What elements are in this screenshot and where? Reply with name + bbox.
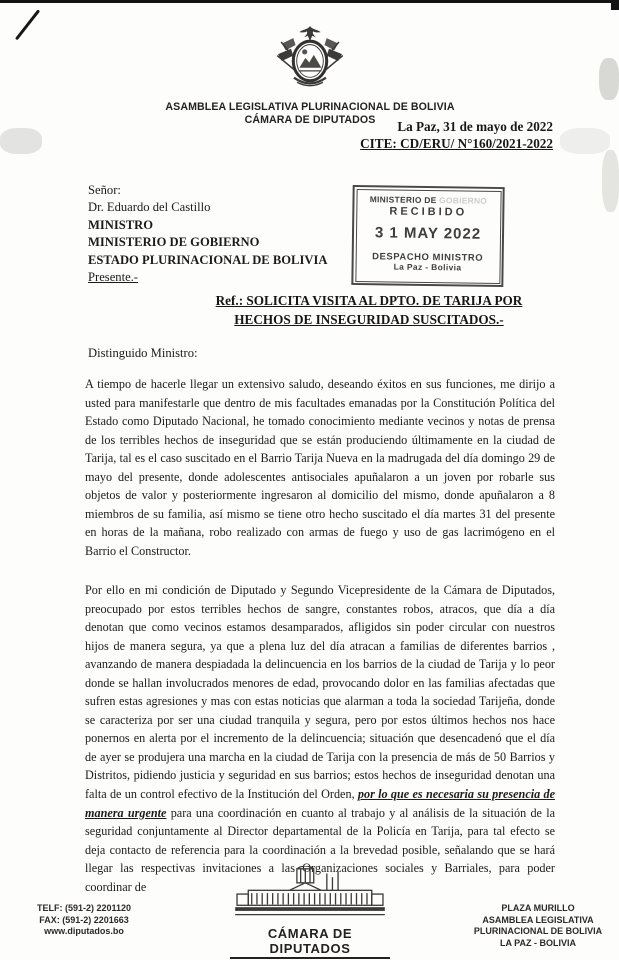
place-and-date: La Paz, 31 de mayo de 2022: [397, 119, 553, 134]
footer-address-line: LA PAZ - BOLIVIA: [500, 937, 576, 948]
handwritten-check-mark: [15, 9, 40, 40]
scan-smudge: [0, 128, 42, 154]
footer-address-block: [462, 903, 614, 949]
reference-subject: [180, 292, 558, 329]
addressee-title: MINISTRO: [88, 217, 154, 232]
addressee-name: Dr. Eduardo del Castillo: [88, 200, 211, 215]
greeting: Distinguido Ministro:: [88, 346, 198, 360]
body-paragraph-2: [85, 581, 555, 896]
stamp-ministry-line: MINISTERIO DE GOBIERNO: [369, 193, 488, 206]
scan-edge-artifact: [0, 0, 619, 3]
addressee-salutation: Señor:: [88, 183, 121, 197]
addressee-state: ESTADO PLURINACIONAL DE BOLIVIA: [88, 252, 328, 267]
footer-address-line: PLAZA MURILLO: [501, 903, 575, 913]
scan-smudge: [560, 128, 610, 154]
scan-edge-artifact: [611, 0, 619, 10]
org-name-line1: ASAMBLEA LEGISLATIVA PLURINACIONAL DE BOLIVIA: [165, 101, 455, 113]
addressee-present: Presente.-: [88, 270, 139, 285]
body-paragraph-1: A tiempo de hacerle llegar un extensivo saludo, deseando éxitos en sus funciones, me dirijo a usted para manifestarle que dentro de mis facultades emanadas por la Constitución Política del Estado como Diputado Nacional, he tomado conocimiento mediante vecinos y notas de prensa de los terribles hechos de inseguridad que se están produciendo últimamente en la ciudad de Tarija, tal es el caso suscitado en el Barrio Tarija Nueva en la madrugada del día domingo 29 de mayo del presente, donde adolescentes antisociales apuñalaron a un joven por robarle sus objetos de valor y posteriormente ingresaron al domicilio del mismo, donde apuñalaron a 8 miembros de su familia, así mismo se tiene otro hecho suscitado el día martes 31 del presente en horas de la mañana, robo realizado con armas de fuego y uso de gas lacrimógeno en el Barrio el Constructor.: [85, 377, 555, 558]
stamp-date: 3 1 MAY 2022: [374, 223, 482, 243]
paragraph2-urgent-emphasis: por lo que es necesaria su presencia de manera urgente: [85, 787, 556, 820]
bolivia-coat-of-arms-icon: [272, 24, 348, 104]
footer-website: www.diputados.bo: [44, 926, 124, 937]
addressee-block: [88, 182, 327, 286]
scan-smudge: [599, 58, 619, 100]
received-stamp: [351, 185, 504, 287]
stamp-received-label: RECIBIDO: [389, 204, 468, 219]
footer-address-line: ASAMBLEA LEGISLATIVA: [482, 914, 594, 925]
cite-number: CITE: CD/ERU/ N°160/2021-2022: [360, 135, 553, 151]
stamp-office: DESPACHO MINISTRO: [372, 249, 484, 263]
footer-chamber-name: CÁMARA DE DIPUTADOS: [230, 926, 390, 959]
footer-telephone: TELF: (591-2) 2201120: [36, 903, 132, 913]
stamp-city: La Paz - Bolivia: [393, 261, 462, 272]
scan-smudge: [602, 150, 619, 212]
reference-line2: HECHOS DE INSEGURIDAD SUSCITADOS.-: [234, 311, 504, 327]
footer-address-line: PLURINACIONAL DE BOLIVIA: [473, 926, 603, 937]
reference-line1: Ref.: SOLICITA VISITA AL DPTO. DE TARIJA POR: [215, 293, 523, 308]
footer-chamber-logo: [230, 866, 390, 959]
footer-fax: FAX: (591-2) 2201663: [39, 914, 129, 925]
paragraph2-text: para una coordinación en cuanto al trabajo y al análisis de la situación de la seguridad conjuntamente al Director departamental de la Policía en Tarija, para tal efecto se deja contacto de referencia para la coordinación a la brevedad posible, señalando que se hará llegar las respectivas invitaciones a las Organizaciones sociales y Barriales, para poder coordinar de: [85, 805, 555, 894]
org-name-line2: CÁMARA DE DIPUTADOS: [244, 113, 376, 126]
footer-contact-block: [20, 903, 148, 938]
addressee-ministry: MINISTERIO DE GOBIERNO: [88, 235, 260, 250]
paragraph2-text: Por ello en mi condición de Diputado y Segundo Vicepresidente de la Cámara de Diputados, preocupado por estos terribles hechos de sangre, constantes robos, atracos, que día a día denotan que como vecinos estamos desamparados, afligidos sin poder circular con nuestros hijos de manera segura, ya que a plena luz del día atracan a familias de diferentes barrios , avanzando de manera despiadada la delincuencia en los barrios de la ciudad de Tarija y lo peor donde se hallan involucrados menores de edad, provocando dolor en las familias afectadas que sufren estas agresiones y mas con estas noticias que alarman a toda la sociedad Tarijeña, donde se caracteriza por ser una ciudad tranquila y segura, pero por estos últimos hechos nos hace ponernos en alerta por el incremento de la delincuencia; situación que desencadenó que el día de ayer se produjera una marcha en la ciudad de Tarija con la presencia de más de 50 Barrios y Distritos, pidiendo justicia y seguridad en sus barrios; estos hechos de inseguridad denotan una falta de un control efectivo de la Institución del Orden,: [85, 583, 555, 802]
legislative-palace-icon: [235, 866, 385, 924]
